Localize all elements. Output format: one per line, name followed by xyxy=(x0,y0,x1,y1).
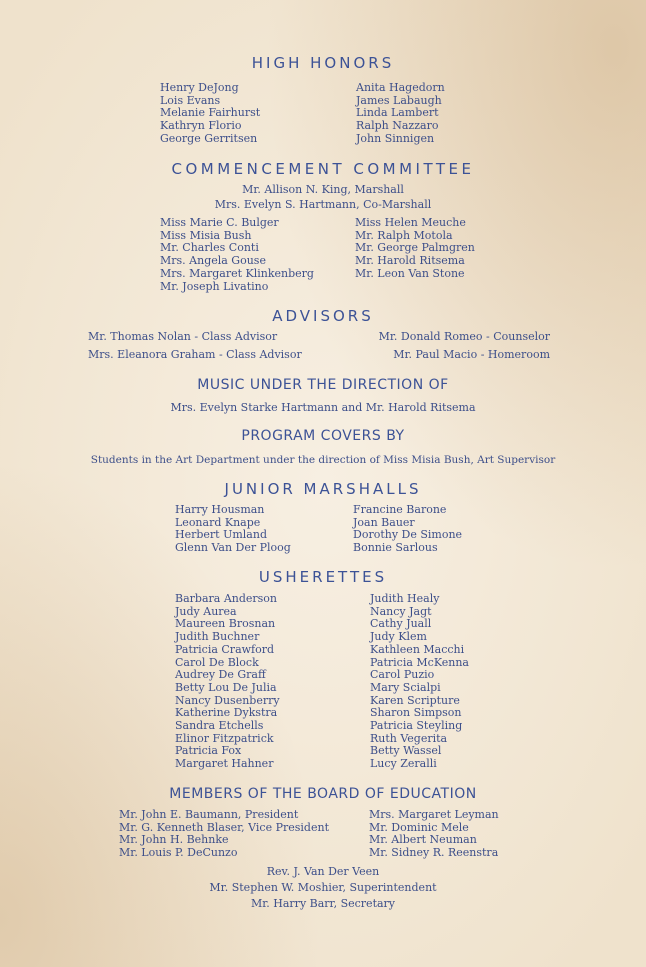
committee-heading: COMMENCEMENT COMMITTEE xyxy=(171,160,475,178)
list-item: Mr. Dominic Mele xyxy=(369,820,469,834)
list-item: Miss Helen Meuche xyxy=(355,216,466,229)
junior-marshalls-heading: JUNIOR MARSHALLS xyxy=(224,480,422,498)
advisor-right-2: Mr. Paul Macio - Homeroom xyxy=(393,348,550,361)
covers-text: Students in the Art Department under the direction of Miss Misia Bush, Art Supervisor xyxy=(90,454,556,466)
list-item: Kathleen Macchi xyxy=(370,642,465,656)
list-item: Carol Puzio xyxy=(370,668,435,682)
list-item: Anita Hagedorn xyxy=(356,81,445,94)
list-item: Audrey De Graff xyxy=(175,668,266,682)
list-item: Katherine Dykstra xyxy=(175,706,278,720)
board-footer-3: Mr. Harry Barr, Secretary xyxy=(250,897,396,910)
list-item: Dorothy De Simone xyxy=(353,528,463,542)
list-item: Francine Barone xyxy=(353,503,447,516)
list-item: Mr. George Palmgren xyxy=(355,241,475,255)
list-item: Leonard Knape xyxy=(175,515,261,529)
list-item: Mr. Leon Van Stone xyxy=(355,266,465,280)
committee-marshall: Mr. Allison N. King, Marshall xyxy=(242,183,404,196)
list-item: Mr. Charles Conti xyxy=(160,241,259,255)
list-item: Betty Wassel xyxy=(370,744,442,758)
list-item: Bonnie Sarlous xyxy=(353,541,438,555)
committee-right-column xyxy=(355,217,475,281)
list-item: Ralph Nazzaro xyxy=(356,119,439,133)
list-item: Patricia Crawford xyxy=(175,642,275,656)
list-item: Carol De Block xyxy=(175,655,259,669)
list-item: Mrs. Margaret Leyman xyxy=(369,808,499,821)
list-item: James Labaugh xyxy=(356,93,442,107)
list-item: Karen Scripture xyxy=(370,693,460,707)
list-item: Lucy Zeralli xyxy=(370,757,437,771)
list-item: Joan Bauer xyxy=(353,515,415,529)
list-item: Judy Klem xyxy=(370,630,427,644)
high-honors-left-column xyxy=(160,82,260,146)
usherettes-left-column xyxy=(175,593,280,771)
list-item: Patricia McKenna xyxy=(370,655,469,669)
junior-marshalls-right-column xyxy=(353,504,462,555)
list-item: Judith Buchner xyxy=(175,630,260,644)
junior-marshalls-left-column xyxy=(175,504,291,555)
list-item: John Sinnigen xyxy=(356,131,435,145)
committee-left-column xyxy=(160,217,314,293)
list-item: Maureen Brosnan xyxy=(175,617,276,631)
list-item: Mr. Joseph Livatino xyxy=(160,279,269,293)
list-item: Linda Lambert xyxy=(356,106,439,120)
list-item: Mrs. Angela Gouse xyxy=(160,254,266,268)
usherettes-right-column xyxy=(370,593,469,771)
advisor-left-1: Mr. Thomas Nolan - Class Advisor xyxy=(88,330,278,343)
list-item: Glenn Van Der Ploog xyxy=(175,541,291,555)
list-item: Mr. John H. Behnke xyxy=(119,833,229,847)
list-item: Herbert Umland xyxy=(175,528,267,542)
board-right-column xyxy=(369,809,499,860)
list-item: Mr. Louis P. DeCunzo xyxy=(119,846,238,860)
list-item: Cathy Juall xyxy=(370,617,432,631)
advisor-right-1: Mr. Donald Romeo - Counselor xyxy=(378,330,550,343)
list-item: George Gerritsen xyxy=(160,131,258,145)
list-item: Mr. G. Kenneth Blaser, Vice President xyxy=(119,820,329,834)
list-item: Henry DeJong xyxy=(160,81,239,94)
list-item: Miss Misia Bush xyxy=(160,228,252,242)
list-item: Patricia Fox xyxy=(175,744,242,758)
board-left-column xyxy=(119,809,329,860)
board-footer-1: Rev. J. Van Der Veen xyxy=(266,865,380,878)
list-item: Sandra Etchells xyxy=(175,719,264,733)
list-item: Mrs. Margaret Klinkenberg xyxy=(160,266,314,280)
list-item: Barbara Anderson xyxy=(175,592,278,605)
list-item: Mr. John E. Baumann, President xyxy=(119,808,299,821)
list-item: Melanie Fairhurst xyxy=(160,106,261,120)
list-item: Nancy Jagt xyxy=(370,604,432,618)
covers-heading: PROGRAM COVERS BY xyxy=(241,428,405,444)
list-item: Mary Scialpi xyxy=(370,680,441,694)
list-item: Elinor Fitzpatrick xyxy=(175,731,274,745)
list-item: Mr. Albert Neuman xyxy=(369,833,477,847)
music-heading: MUSIC UNDER THE DIRECTION OF xyxy=(197,377,449,393)
list-item: Ruth Vegerita xyxy=(370,731,448,745)
high-honors-right-column xyxy=(356,82,445,146)
list-item: Judy Aurea xyxy=(175,604,237,618)
list-item: Judith Healy xyxy=(370,592,440,605)
list-item: Lois Evans xyxy=(160,93,221,107)
list-item: Kathryn Florio xyxy=(160,119,242,133)
advisor-left-2: Mrs. Eleanora Graham - Class Advisor xyxy=(88,348,302,361)
advisors-heading: ADVISORS xyxy=(272,307,374,325)
high-honors-heading: HIGH HONORS xyxy=(251,54,395,72)
list-item: Betty Lou De Julia xyxy=(175,680,277,694)
list-item: Patricia Steyling xyxy=(370,719,463,733)
list-item: Harry Housman xyxy=(175,503,265,516)
list-item: Sharon Simpson xyxy=(370,706,462,720)
list-item: Mr. Sidney R. Reenstra xyxy=(369,846,499,860)
list-item: Nancy Dusenberry xyxy=(175,693,280,707)
usherettes-heading: USHERETTES xyxy=(258,568,388,586)
list-item: Miss Marie C. Bulger xyxy=(160,216,279,229)
music-text: Mrs. Evelyn Starke Hartmann and Mr. Harold Ritsema xyxy=(170,401,476,414)
list-item: Mr. Harold Ritsema xyxy=(355,254,465,268)
list-item: Margaret Hahner xyxy=(175,757,274,771)
board-footer-2: Mr. Stephen W. Moshier, Superintendent xyxy=(209,881,437,894)
list-item: Mr. Ralph Motola xyxy=(355,228,453,242)
board-heading: MEMBERS OF THE BOARD OF EDUCATION xyxy=(169,786,477,802)
committee-co-marshall: Mrs. Evelyn S. Hartmann, Co-Marshall xyxy=(214,198,432,211)
